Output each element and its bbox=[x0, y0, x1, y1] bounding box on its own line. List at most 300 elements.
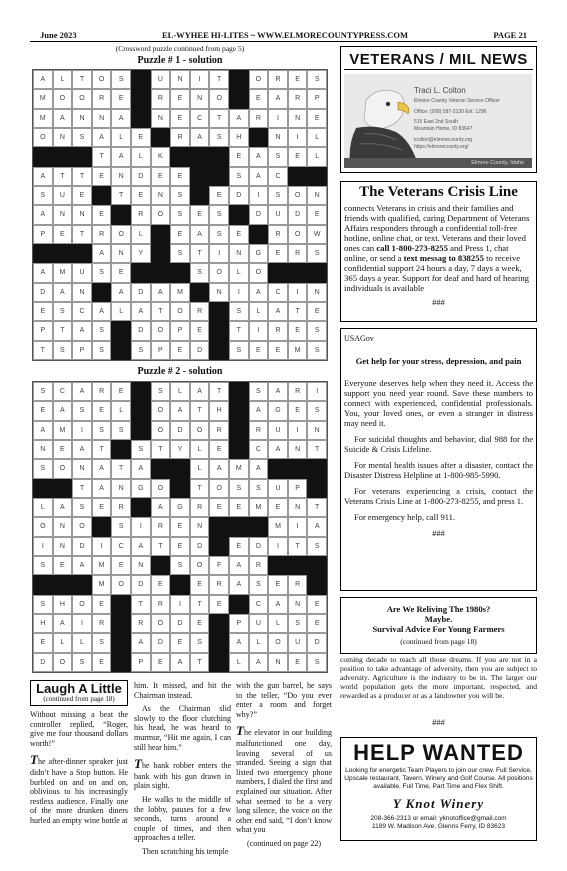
letter-cell: I bbox=[131, 517, 151, 536]
letter-cell: K bbox=[151, 147, 171, 166]
letter-cell: S bbox=[170, 244, 190, 263]
letter-cell: O bbox=[249, 263, 269, 282]
letter-cell: R bbox=[131, 614, 151, 633]
letter-cell: T bbox=[190, 479, 210, 498]
letter-cell: M bbox=[249, 498, 269, 517]
black-square bbox=[268, 459, 288, 478]
letter-cell: E bbox=[288, 147, 308, 166]
letter-cell: O bbox=[151, 421, 171, 440]
letter-cell: S bbox=[92, 321, 112, 340]
letter-cell: E bbox=[111, 89, 131, 108]
letter-cell: N bbox=[288, 595, 308, 614]
dropcap: T bbox=[236, 723, 244, 739]
letter-cell: Y bbox=[170, 440, 190, 459]
letter-cell: T bbox=[53, 321, 73, 340]
letter-cell: M bbox=[33, 89, 53, 108]
letter-cell: O bbox=[111, 225, 131, 244]
laugh-c1-p2-text: he after-dinner speaker just didn’t have a Stop button. He burbled on and on and on, oblivious to his increasingly restless audience. Finally one of the more drunken diners hurled an empty wine bottle at bbox=[30, 757, 128, 825]
letter-cell: T bbox=[111, 186, 131, 205]
black-square bbox=[111, 595, 131, 614]
letter-cell: U bbox=[268, 205, 288, 224]
black-square bbox=[131, 401, 151, 420]
letter-cell: A bbox=[249, 459, 269, 478]
black-square bbox=[111, 633, 131, 652]
letter-cell: D bbox=[190, 537, 210, 556]
letter-cell: D bbox=[33, 283, 53, 302]
black-square bbox=[170, 263, 190, 282]
letter-cell: A bbox=[249, 401, 269, 420]
letter-cell: A bbox=[53, 109, 73, 128]
letter-cell: N bbox=[53, 205, 73, 224]
letter-cell: R bbox=[92, 225, 112, 244]
letter-cell: N bbox=[151, 186, 171, 205]
letter-cell: N bbox=[72, 205, 92, 224]
laugh-c2-p2: As the Chairman slid slowly to the floor clutching his head, he was heard to murmur, “Hit me again, I can still hear him.” bbox=[134, 704, 231, 752]
letter-cell: H bbox=[33, 614, 53, 633]
letter-cell: D bbox=[190, 341, 210, 360]
letter-cell: I bbox=[288, 517, 308, 536]
black-square bbox=[209, 653, 229, 672]
reliving-end-mark: ### bbox=[432, 717, 445, 727]
letter-cell: U bbox=[268, 479, 288, 498]
letter-cell: S bbox=[111, 421, 131, 440]
letter-cell: E bbox=[170, 341, 190, 360]
letter-cell: A bbox=[151, 498, 171, 517]
letter-cell: N bbox=[170, 70, 190, 89]
laugh-c1-p1: Without missing a beat the controller replied, “Roger, give me four thousand dollars worth!” bbox=[30, 710, 128, 748]
letter-cell: L bbox=[111, 302, 131, 321]
letter-cell: A bbox=[268, 302, 288, 321]
letter-cell: R bbox=[190, 302, 210, 321]
letter-cell: S bbox=[92, 421, 112, 440]
dropcap: T bbox=[134, 756, 142, 772]
letter-cell: S bbox=[72, 498, 92, 517]
letter-cell: E bbox=[92, 401, 112, 420]
letter-cell: H bbox=[209, 401, 229, 420]
letter-cell: E bbox=[72, 186, 92, 205]
letter-cell: S bbox=[170, 186, 190, 205]
letter-cell: A bbox=[72, 382, 92, 401]
letter-cell: L bbox=[307, 147, 327, 166]
crossword-continued-note: (Crossword puzzle continued from page 5) bbox=[115, 44, 245, 53]
black-square bbox=[151, 128, 171, 147]
letter-cell: T bbox=[151, 537, 171, 556]
crisis-text-2: and Press 1, chat online, or send a bbox=[344, 243, 509, 263]
letter-cell: R bbox=[249, 109, 269, 128]
veterans-title-box bbox=[344, 50, 533, 70]
letter-cell: S bbox=[131, 440, 151, 459]
letter-cell: N bbox=[288, 498, 308, 517]
letter-cell: E bbox=[190, 321, 210, 340]
letter-cell: E bbox=[190, 614, 210, 633]
letter-cell: N bbox=[72, 459, 92, 478]
usagov-section bbox=[340, 328, 537, 591]
letter-cell: U bbox=[72, 263, 92, 282]
letter-cell: I bbox=[33, 537, 53, 556]
letter-cell: E bbox=[170, 517, 190, 536]
letter-cell: E bbox=[229, 537, 249, 556]
black-square bbox=[209, 167, 229, 186]
letter-cell: Y bbox=[131, 244, 151, 263]
letter-cell: A bbox=[92, 459, 112, 478]
letter-cell: D bbox=[170, 421, 190, 440]
letter-cell: T bbox=[72, 225, 92, 244]
black-square bbox=[151, 244, 171, 263]
letter-cell: T bbox=[307, 498, 327, 517]
letter-cell: M bbox=[92, 556, 112, 575]
letter-cell: S bbox=[307, 537, 327, 556]
black-square bbox=[33, 244, 53, 263]
letter-cell: S bbox=[229, 302, 249, 321]
puzzle1-title: Puzzle # 1 - solution bbox=[137, 55, 223, 66]
issue-date: June 2023 bbox=[40, 29, 77, 40]
crisis-body bbox=[344, 203, 533, 293]
letter-cell: N bbox=[151, 109, 171, 128]
letter-cell: A bbox=[268, 382, 288, 401]
laugh-c2-p1: him. It missed, and hit the Chairman instead. bbox=[134, 681, 231, 700]
letter-cell: A bbox=[229, 575, 249, 594]
letter-cell: E bbox=[170, 225, 190, 244]
letter-cell: L bbox=[111, 401, 131, 420]
letter-cell: L bbox=[111, 128, 131, 147]
letter-cell: E bbox=[151, 167, 171, 186]
letter-cell: S bbox=[288, 614, 308, 633]
usagov-source: USAGov bbox=[344, 334, 374, 343]
letter-cell: A bbox=[249, 653, 269, 672]
help-wanted-ad bbox=[340, 737, 537, 841]
laugh-c3-p2-text: he elevator in our building malfunctioned one day, leaving several of us stranded. Seeing a sign that listed two emergency phone numbers, I dialed the first and explained our situation. After what seemed to be a very long silence, the voice on the other end said, “I don’t know what you bbox=[236, 728, 332, 835]
black-square bbox=[190, 283, 210, 302]
help-wanted-title: HELP WANTED bbox=[353, 740, 524, 765]
usagov-p1: Everyone deserves help when they need it. Access the support you need year round. Save these numbers to connect with experienced, confidential professionals. You, your loved ones, or even a stranger in distress may need it. bbox=[344, 378, 533, 429]
letter-cell: P bbox=[131, 653, 151, 672]
letter-cell: O bbox=[72, 595, 92, 614]
letter-cell: N bbox=[268, 128, 288, 147]
letter-cell: A bbox=[92, 128, 112, 147]
letter-cell: S bbox=[170, 556, 190, 575]
letter-cell: S bbox=[249, 479, 269, 498]
letter-cell: R bbox=[268, 70, 288, 89]
letter-cell: S bbox=[72, 653, 92, 672]
black-square bbox=[131, 382, 151, 401]
letter-cell: S bbox=[33, 595, 53, 614]
letter-cell: R bbox=[209, 421, 229, 440]
card-address1: 515 East 2nd South bbox=[414, 119, 458, 126]
business-card bbox=[344, 74, 532, 168]
letter-cell: O bbox=[33, 517, 53, 536]
letter-cell: E bbox=[307, 595, 327, 614]
letter-cell: E bbox=[53, 440, 73, 459]
letter-cell: N bbox=[268, 653, 288, 672]
letter-cell: C bbox=[190, 109, 210, 128]
letter-cell: L bbox=[72, 633, 92, 652]
letter-cell: P bbox=[307, 89, 327, 108]
letter-cell: S bbox=[190, 633, 210, 652]
black-square bbox=[229, 401, 249, 420]
letter-cell: E bbox=[92, 498, 112, 517]
letter-cell: R bbox=[92, 382, 112, 401]
letter-cell: E bbox=[229, 147, 249, 166]
letter-cell: C bbox=[268, 167, 288, 186]
letter-cell: D bbox=[170, 614, 190, 633]
letter-cell: E bbox=[249, 341, 269, 360]
letter-cell: T bbox=[190, 401, 210, 420]
letter-cell: C bbox=[268, 283, 288, 302]
letter-cell: T bbox=[190, 595, 210, 614]
letter-cell: S bbox=[229, 167, 249, 186]
letter-cell: C bbox=[111, 537, 131, 556]
black-square bbox=[249, 128, 269, 147]
letter-cell: P bbox=[229, 614, 249, 633]
laugh-c2-p5: Then scratching his temple bbox=[142, 846, 229, 856]
letter-cell: I bbox=[190, 70, 210, 89]
letter-cell: S bbox=[53, 341, 73, 360]
letter-cell: S bbox=[229, 479, 249, 498]
usagov-p2: For suicidal thoughts and behavior, dial 988 for the Suicide & Crisis Lifeline. bbox=[344, 434, 533, 455]
black-square bbox=[72, 244, 92, 263]
reliving-title-1: Are We Reliving The 1980s? bbox=[386, 604, 491, 614]
card-email[interactable]: tcolton@elmorecounty.org bbox=[414, 136, 473, 143]
black-square bbox=[92, 283, 112, 302]
letter-cell: U bbox=[268, 421, 288, 440]
letter-cell: R bbox=[190, 498, 210, 517]
usagov-p4: For veterans experiencing a crisis, contact the Veterans Crisis Line at 1-800-273-8255, and press 1. bbox=[344, 486, 533, 507]
letter-cell: T bbox=[190, 653, 210, 672]
black-square bbox=[209, 341, 229, 360]
reliving-title-3: Survival Advice For Young Farmers bbox=[372, 623, 505, 634]
letter-cell: P bbox=[151, 341, 171, 360]
letter-cell: M bbox=[53, 421, 73, 440]
letter-cell: M bbox=[268, 517, 288, 536]
letter-cell: L bbox=[249, 302, 269, 321]
usagov-p3: For mental health issues after a disaster, contact the Disaster Distress Helpline at 1-800-985-5990. bbox=[344, 460, 533, 481]
letter-cell: A bbox=[92, 479, 112, 498]
letter-cell: E bbox=[111, 382, 131, 401]
black-square bbox=[72, 575, 92, 594]
card-website[interactable]: https://elmorecounty.org/ bbox=[414, 143, 469, 150]
crisis-line-section bbox=[340, 181, 537, 322]
letter-cell: S bbox=[209, 128, 229, 147]
black-square bbox=[53, 479, 73, 498]
letter-cell: D bbox=[249, 537, 269, 556]
letter-cell: S bbox=[190, 263, 210, 282]
letter-cell: G bbox=[170, 498, 190, 517]
black-square bbox=[111, 205, 131, 224]
letter-cell: N bbox=[92, 109, 112, 128]
letter-cell: R bbox=[288, 575, 308, 594]
usagov-p5: For emergency help, call 911. bbox=[354, 512, 456, 523]
letter-cell: O bbox=[53, 459, 73, 478]
page-number: PAGE 21 bbox=[493, 29, 527, 40]
letter-cell: R bbox=[131, 205, 151, 224]
reliving-continued: (continued from page 18) bbox=[400, 636, 477, 646]
letter-cell: O bbox=[288, 225, 308, 244]
letter-cell: I bbox=[268, 109, 288, 128]
letter-cell: A bbox=[151, 283, 171, 302]
letter-cell: O bbox=[170, 302, 190, 321]
letter-cell: E bbox=[170, 89, 190, 108]
letter-cell: N bbox=[288, 440, 308, 459]
letter-cell: N bbox=[209, 283, 229, 302]
black-square bbox=[307, 479, 327, 498]
letter-cell: A bbox=[268, 595, 288, 614]
letter-cell: O bbox=[190, 421, 210, 440]
black-square bbox=[53, 147, 73, 166]
letter-cell: E bbox=[268, 341, 288, 360]
laugh-heading-box bbox=[30, 680, 128, 706]
crisis-text-3: to receive confidential support 24 hours a day, 7 days a week, 365 days a year. Support for deaf and hard of hearing individuals is available bbox=[344, 253, 530, 293]
letter-cell: H bbox=[229, 128, 249, 147]
black-square bbox=[53, 244, 73, 263]
letter-cell: E bbox=[307, 302, 327, 321]
letter-cell: A bbox=[190, 382, 210, 401]
black-square bbox=[33, 479, 53, 498]
letter-cell: R bbox=[170, 128, 190, 147]
letter-cell: D bbox=[229, 186, 249, 205]
letter-cell: A bbox=[53, 283, 73, 302]
black-square bbox=[229, 421, 249, 440]
letter-cell: E bbox=[209, 186, 229, 205]
letter-cell: N bbox=[111, 244, 131, 263]
letter-cell: C bbox=[53, 382, 73, 401]
letter-cell: P bbox=[288, 479, 308, 498]
black-square bbox=[209, 302, 229, 321]
letter-cell: O bbox=[53, 653, 73, 672]
letter-cell: A bbox=[229, 109, 249, 128]
black-square bbox=[307, 556, 327, 575]
letter-cell: E bbox=[229, 225, 249, 244]
laugh-c3-p2 bbox=[236, 723, 332, 835]
card-name: Traci L. Colton bbox=[414, 86, 466, 95]
black-square bbox=[170, 575, 190, 594]
letter-cell: E bbox=[307, 205, 327, 224]
letter-cell: E bbox=[288, 321, 308, 340]
letter-cell: T bbox=[33, 341, 53, 360]
letter-cell: T bbox=[307, 440, 327, 459]
letter-cell: E bbox=[288, 653, 308, 672]
letter-cell: O bbox=[209, 479, 229, 498]
black-square bbox=[151, 459, 171, 478]
letter-cell: T bbox=[131, 595, 151, 614]
usagov-end-mark: ### bbox=[432, 528, 445, 539]
letter-cell: E bbox=[288, 401, 308, 420]
letter-cell: C bbox=[72, 302, 92, 321]
letter-cell: M bbox=[53, 263, 73, 282]
letter-cell: R bbox=[268, 321, 288, 340]
letter-cell: T bbox=[229, 321, 249, 340]
letter-cell: O bbox=[209, 89, 229, 108]
letter-cell: D bbox=[131, 321, 151, 340]
letter-cell: A bbox=[53, 401, 73, 420]
letter-cell: A bbox=[131, 537, 151, 556]
black-square bbox=[288, 167, 308, 186]
letter-cell: E bbox=[268, 244, 288, 263]
letter-cell: E bbox=[170, 109, 190, 128]
letter-cell: L bbox=[229, 653, 249, 672]
letter-cell: L bbox=[131, 225, 151, 244]
crisis-title: The Veterans Crisis Line bbox=[359, 184, 518, 200]
black-square bbox=[249, 225, 269, 244]
laugh-column-3 bbox=[236, 681, 332, 853]
black-square bbox=[92, 517, 112, 536]
letter-cell: P bbox=[33, 321, 53, 340]
letter-cell: D bbox=[307, 633, 327, 652]
crisis-phone: call 1-800-273-8255 bbox=[376, 243, 448, 253]
black-square bbox=[229, 440, 249, 459]
letter-cell: E bbox=[151, 653, 171, 672]
letter-cell: R bbox=[288, 89, 308, 108]
letter-cell: N bbox=[53, 537, 73, 556]
puzzle2-grid bbox=[32, 381, 328, 673]
letter-cell: O bbox=[111, 575, 131, 594]
reliving-heading-box bbox=[340, 597, 537, 654]
letter-cell: I bbox=[72, 614, 92, 633]
black-square bbox=[229, 382, 249, 401]
paper-title: EL-WYHEE HI-LITES ~ WWW.ELMORECOUNTYPRESS.COM bbox=[161, 29, 408, 40]
winery-contact: 208-366-2313 or email: yknotoffice@gmail.com bbox=[370, 815, 507, 823]
letter-cell: N bbox=[229, 244, 249, 263]
black-square bbox=[268, 556, 288, 575]
laugh-c2-p3-text: he bank robber enters the bank with his gun drawn in plain sight. bbox=[134, 761, 231, 791]
letter-cell: O bbox=[190, 556, 210, 575]
letter-cell: E bbox=[288, 70, 308, 89]
black-square bbox=[131, 421, 151, 440]
letter-cell: E bbox=[229, 498, 249, 517]
letter-cell: A bbox=[72, 440, 92, 459]
letter-cell: A bbox=[229, 556, 249, 575]
letter-cell: U bbox=[151, 70, 171, 89]
letter-cell: U bbox=[249, 614, 269, 633]
letter-cell: D bbox=[131, 283, 151, 302]
letter-cell: R bbox=[151, 517, 171, 536]
letter-cell: E bbox=[92, 205, 112, 224]
usagov-title: Get help for your stress, depression, and pain bbox=[355, 356, 522, 366]
letter-cell: S bbox=[268, 147, 288, 166]
letter-cell: A bbox=[111, 147, 131, 166]
letter-cell: I bbox=[229, 283, 249, 302]
letter-cell: R bbox=[92, 614, 112, 633]
black-square bbox=[170, 479, 190, 498]
letter-cell: A bbox=[33, 167, 53, 186]
letter-cell: T bbox=[288, 302, 308, 321]
letter-cell: S bbox=[209, 225, 229, 244]
black-square bbox=[92, 186, 112, 205]
letter-cell: F bbox=[209, 556, 229, 575]
letter-cell: O bbox=[249, 70, 269, 89]
letter-cell: D bbox=[151, 633, 171, 652]
reliving-title-2: Maybe. bbox=[424, 613, 453, 624]
letter-cell: A bbox=[33, 263, 53, 282]
letter-cell: I bbox=[268, 537, 288, 556]
letter-cell: C bbox=[249, 595, 269, 614]
letter-cell: S bbox=[72, 401, 92, 420]
black-square bbox=[111, 341, 131, 360]
letter-cell: S bbox=[33, 556, 53, 575]
black-square bbox=[209, 537, 229, 556]
letter-cell: L bbox=[53, 70, 73, 89]
letter-cell: O bbox=[151, 614, 171, 633]
black-square bbox=[131, 70, 151, 89]
laugh-title: Laugh A Little bbox=[36, 681, 122, 696]
letter-cell: A bbox=[249, 167, 269, 186]
letter-cell: E bbox=[111, 263, 131, 282]
letter-cell: S bbox=[268, 186, 288, 205]
letter-cell: S bbox=[170, 205, 190, 224]
letter-cell: P bbox=[170, 321, 190, 340]
letter-cell: A bbox=[111, 283, 131, 302]
letter-cell: I bbox=[288, 283, 308, 302]
black-square bbox=[229, 595, 249, 614]
